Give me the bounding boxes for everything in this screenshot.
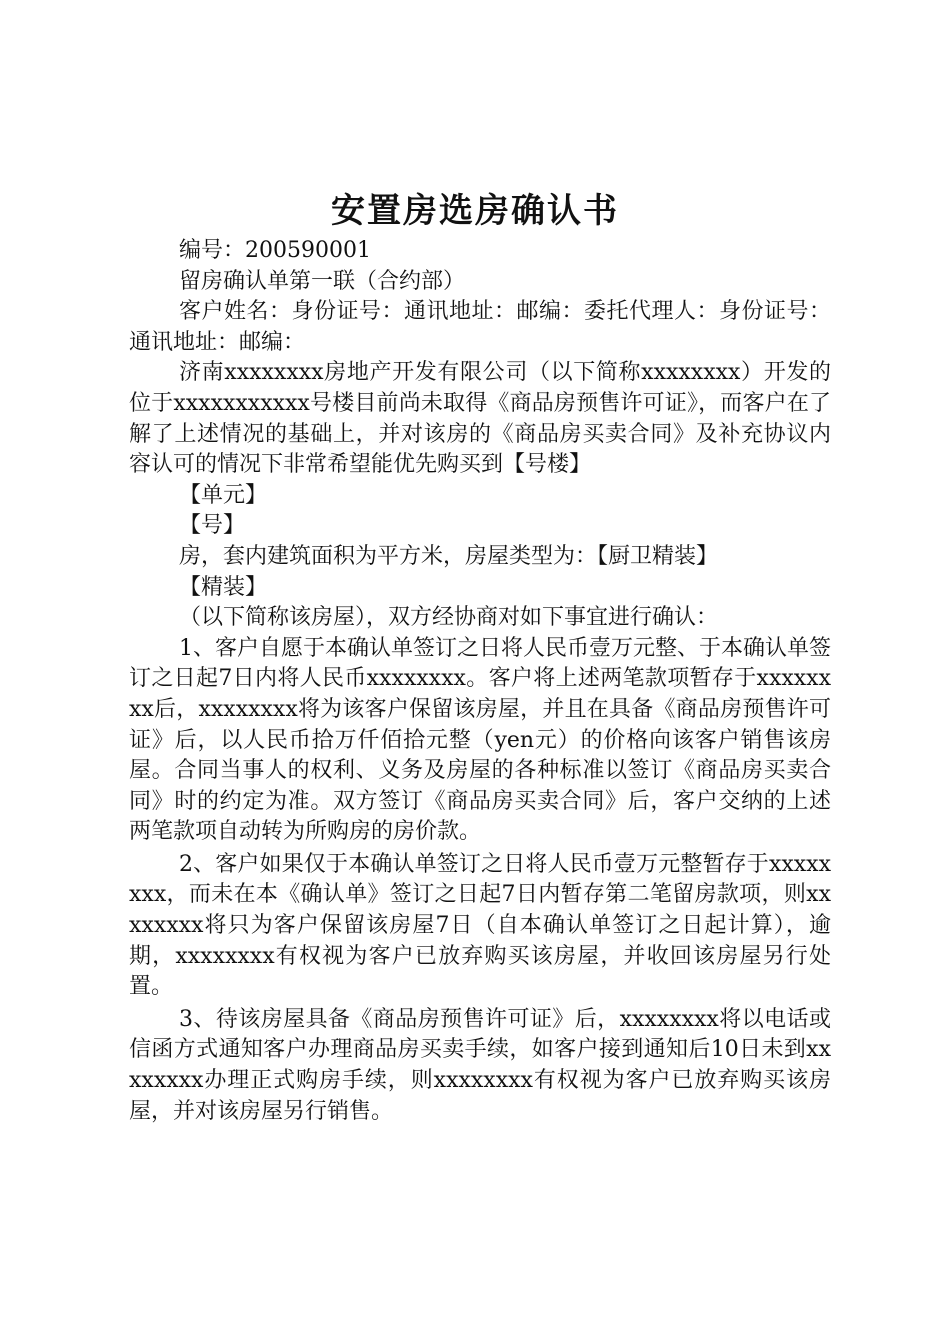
clause-3: 3、待该房屋具备《商品房预售许可证》后，xxxxxxxx将以电话或信函方式通知客户办理商品房买卖手续，如客户接到通知后10日未到xxxxxxxx办理正式购房手续，则xxxxxxxx有权视为客户已放弃购买该房屋，并对该房屋另行销售。: [129, 1006, 831, 1124]
clause-2: 2、客户如果仅于本确认单签订之日将人民币壹万元整暂存于xxxxxxxx，而未在本《确认单》签订之日起7日内暂存第二笔留房款项，则xxxxxxxx将只为客户保留该房屋7日（自本确认单签订之日起计算），逾期，xxxxxxxx有权视为客户已放弃购买该房屋，并收回该房屋另行处置。: [129, 851, 831, 1000]
copy-label: 留房确认单第一联（合约部）: [179, 268, 466, 294]
document-title: 安置房选房确认书: [331, 191, 619, 231]
serial-number: 编号：200590001: [179, 238, 371, 263]
document-body: [129, 236, 831, 1127]
unit-line: 【单元】: [179, 482, 268, 508]
area-type-line: 房，套内建筑面积为平方米，房屋类型为：【厨卫精装】: [179, 543, 719, 569]
customer-info: 客户姓名：身份证号：通讯地址：邮编：委托代理人：身份证号：通讯地址：邮编：: [129, 299, 831, 355]
intro-paragraph: 济南xxxxxxxx房地产开发有限公司（以下简称xxxxxxxx）开发的位于xxxxxxxxxxx号楼目前尚未取得《商品房预售许可证》，而客户在了解了上述情况的基础上，并对该房的《商品房买卖合同》及补充协议内容认可的情况下非常希望能优先购买到【号楼】: [129, 360, 831, 478]
confirm-intro: （以下简称该房屋），双方经协商对如下事宜进行确认：: [179, 605, 719, 631]
finish-line: 【精装】: [179, 574, 268, 600]
room-number-line: 【号】: [179, 513, 246, 539]
clause-1: 1、客户自愿于本确认单签订之日将人民币壹万元整、于本确认单签订之日起7日内将人民币xxxxxxxx。客户将上述两笔款项暂存于xxxxxxxx后，xxxxxxxx将为该客户保留该房屋，并且在具备《商品房预售许可证》后，以人民币拾万仟佰拾元整（yen元）的价格向该客户销售该房屋。合同当事人的权利、义务及房屋的各种标准以签订《商品房买卖合同》时的约定为准。双方签订《商品房买卖合同》后，客户交纳的上述两笔款项自动转为所购房的房价款。: [129, 635, 831, 845]
